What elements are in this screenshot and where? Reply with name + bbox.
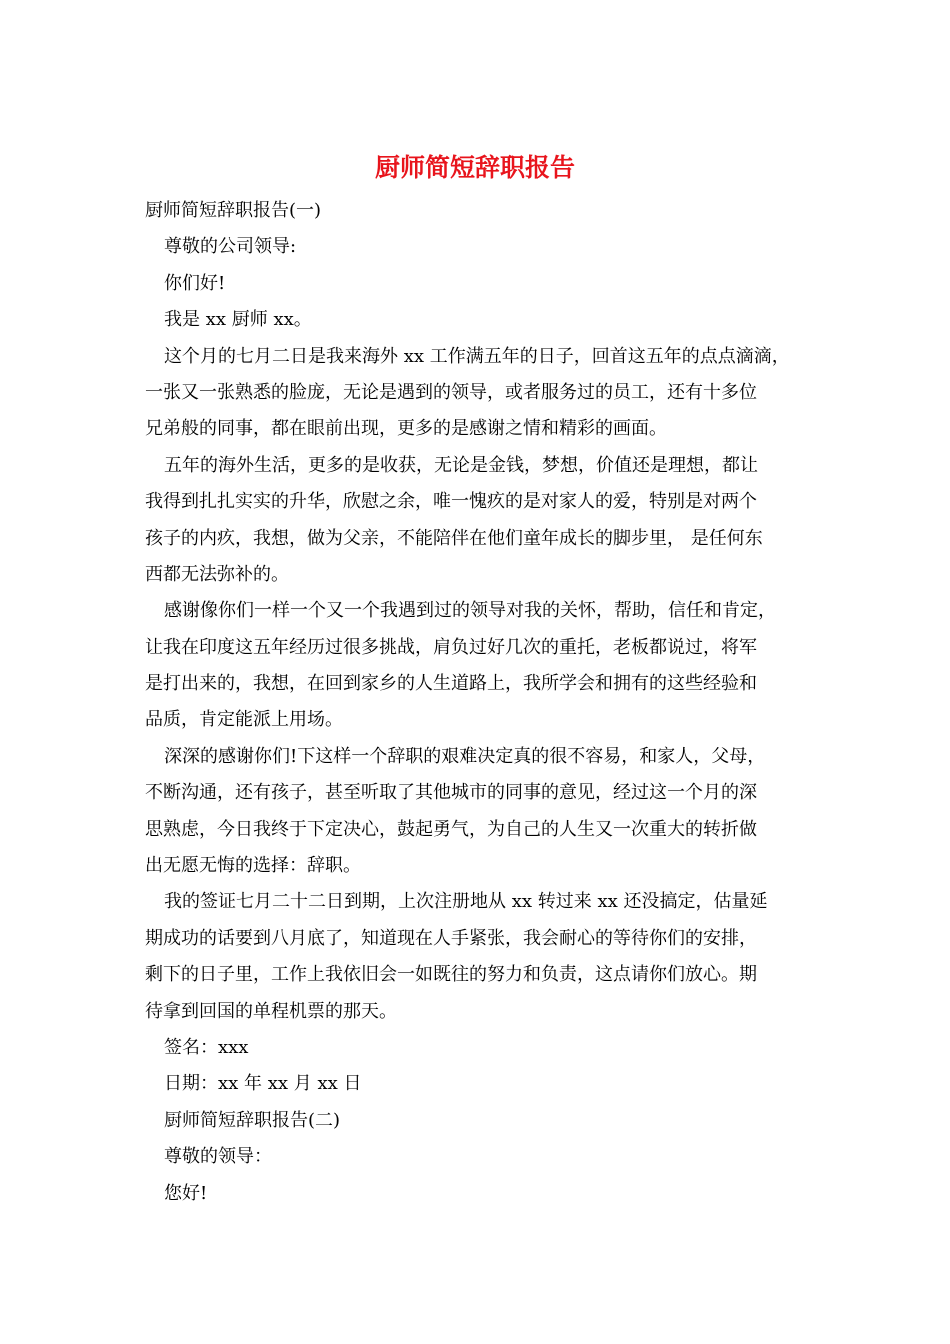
body-line: 感谢像你们一样一个又一个我遇到过的领导对我的关怀，帮助，信任和肯定， [164,600,776,622]
section-heading: 厨师简短辞职报告(二) [164,1109,341,1131]
body-line: 是打出来的，我想，在回到家乡的人生道路上，我所学会和拥有的这些经验和 [145,673,757,695]
body-line: 孩子的内疚，我想，做为父亲，不能陪伴在他们童年成长的脚步里， 是任何东 [145,527,763,549]
body-line: 剩下的日子里，工作上我依旧会一如既往的努力和负责，这点请你们放心。期 [145,964,757,986]
body-line: 兄弟般的同事，都在眼前出现，更多的是感谢之情和精彩的画面。 [145,418,667,440]
body-line: 我是 xx 厨师 xx。 [164,309,312,331]
body-line: 这个月的七月二日是我来海外 xx 工作满五年的日子，回首这五年的点点滴滴， [164,345,790,367]
body-line: 厨师简短辞职报告(一) [145,200,322,221]
body-line: 让我在印度这五年经历过很多挑战，肩负过好几次的重托，老板都说过，将军 [145,636,757,658]
body-line: 五年的海外生活，更多的是收获，无论是金钱，梦想，价值还是理想，都让 [164,454,758,476]
body-line: 你们好! [164,272,226,294]
body-line: 期成功的话要到八月底了，知道现在人手紧张，我会耐心的等待你们的安排， [145,927,757,949]
body-line: 尊敬的公司领导: [164,236,297,258]
document-body [145,193,815,1212]
body-line: 我得到扎扎实实的升华，欣慰之余，唯一愧疚的是对家人的爱，特别是对两个 [145,491,757,513]
body-line: 不断沟通，还有孩子，甚至听取了其他城市的同事的意见，经过这一个月的深 [145,782,757,804]
body-line: 品质，肯定能派上用场。 [145,709,343,731]
body-line: 尊敬的领导： [164,1146,272,1168]
body-line: 待拿到回国的单程机票的那天。 [145,1000,397,1022]
body-line: 您好! [164,1182,208,1204]
signature-line: 签名：xxx [164,1036,249,1058]
body-line: 深深的感谢你们!下这样一个辞职的艰难决定真的很不容易，和家人，父母， [164,745,766,767]
date-line: 日期：xx 年 xx 月 xx 日 [164,1073,362,1095]
body-line: 出无愿无悔的选择：辞职。 [145,855,361,877]
body-line: 西都无法弥补的。 [145,563,289,585]
document-title: 厨师简短辞职报告 [374,153,575,182]
body-line: 我的签证七月二十二日到期，上次注册地从 xx 转过来 xx 还没搞定，估量延 [164,891,768,913]
body-line: 一张又一张熟悉的脸庞，无论是遇到的领导，或者服务过的员工，还有十多位 [145,381,757,403]
body-line: 思熟虑，今日我终于下定决心，鼓起勇气，为自己的人生又一次重大的转折做 [145,818,757,840]
